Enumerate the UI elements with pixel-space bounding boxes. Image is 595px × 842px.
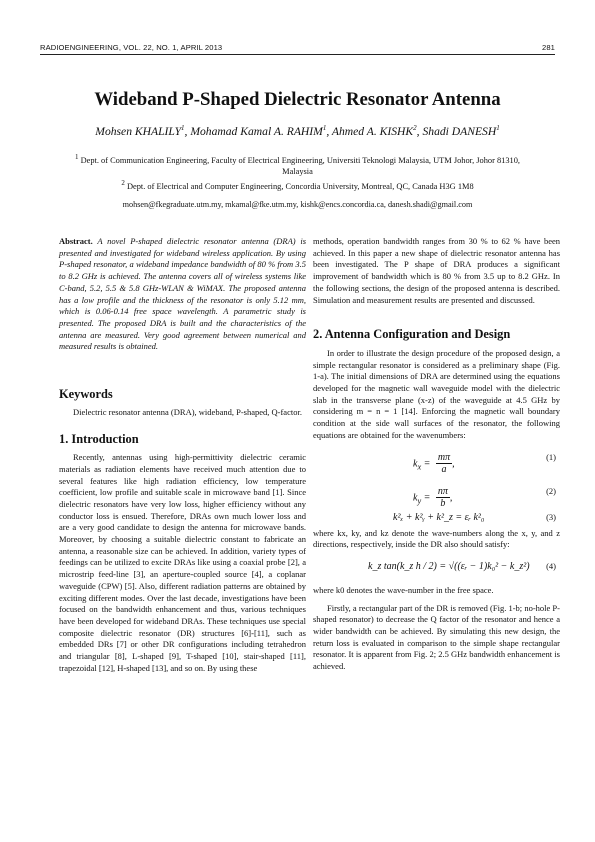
journal-name: RADIOENGINEERING, VOL. 22, NO. 1, APRIL 2013: [40, 43, 223, 52]
header-rule: [40, 54, 555, 55]
paragraph: In order to illustrate the design procedure of the proposed design, a simple rectangular resonator is considered as a preliminary shape (Fig. 1-a). The initial dimensions of DRA are determined using the equations developed for the magnetic wall waveguide model with the dielectric slab in the transverse plane (x-z) of the waveguide at 4.5 GHz by considering m = n = 1 [14]. Enforcing the magnetic wall boundary condition at the side wall surfaces of the resonator, the following equations are obtained for the wavenumbers:: [313, 347, 560, 440]
author-list: Mohsen KHALILY$^1$, Mohamad Kamal A. RAHIM$^1$, Ahmed A. KISHK$^2$, Shadi DANESH$^1$: [95, 124, 500, 138]
paragraph: where k0 denotes the wave-number in the free space.: [313, 584, 494, 595]
paragraph: Recently, antennas using high-permittivity dielectric ceramic materials as radiation elements have received much attention due to several features like high radiation efficiency, low temperature coefficient, low profile and suitable scale in microwave band [1]. Since dielectric resonators have very low loss, higher efficiency without any conductor loss is ensued. Therefore, DRAs own much lower loss and are a very good candidate to design the antenna for microwave bands. Moreover, by choosing a suitable dielectric constant to fabricate an antenna, a reasonable size can be achieved. In addition, variety types of feedings can be utilized to excite DRAs like using a coaxial probe [2], a microstrip feed-line [3], an aperture-coupled source [4], a coplanar waveguide (CPW) [5]. Also, different radiation patterns are obtained by exciting different modes. Over the last decade, investigations have been focused on the bandwidth enhancement and thus, various techniques have been developed for wideband DRAs. These techniques use special composite dielectric resonator (DR) structures [6]-[11], such as embedded DRs [7] or other DR configurations including tetrahedron and triangular [8], L-shaped [9], T-shaped [10], stair-shaped [11], trapezoidal [12], H-shaped [13], and so on. By using these: [59, 452, 306, 673]
affiliation: $^1$ Dept. of Communication Engineering, Faculty of Electrical Engineering, Universiti Teknologi Malaysia, UTM Johor, Johor 81310, Malaysia: [74, 153, 521, 177]
abstract: Abstract. A novel P-shaped dielectric resonator antenna (DRA) is presented and investigated for wideband wireless application. By using P-shaped resonator, a wideband impedance bandwidth of 80 % from 3.5 to 8.2 GHz is achieved. The antenna covers all of wireless systems like C-band, 5.2, 5.5 & 5.8 GHz-WLAN & WiMAX. The proposed antenna has a low profile and the thickness of the resonator is only 5.12 mm, which is 0.06-0.14 free space wavelength. A parametric study is presented. The proposed DRA is built and the characteristics of the antenna are measured. Very good agreement between numerical and measured results is obtained.: [59, 236, 306, 352]
left-column: [59, 236, 306, 675]
paragraph: Firstly, a rectangular part of the DR is removed (Fig. 1-b; no-hole P-shaped resonator) to decrease the Q factor of the resonator and hence a wider bandwidth can be achieved. By simulating this new design, the return loss is evaluated in comparison to the simple shape rectangular resonator. It is apparent from Fig. 2; 2.5 GHz bandwidth enhancement is achieved.: [313, 602, 560, 672]
paragraph: where kx, ky, and kz denote the wave-numbers along the x, y, and z directions, respectively, inside the DR also should satisfy:: [313, 527, 560, 550]
author: Ahmed A. KISHK: [331, 124, 414, 138]
section-heading: 2. Antenna Configuration and Design: [313, 327, 511, 342]
right-column: [313, 236, 560, 673]
affiliations: [60, 152, 535, 192]
paragraph: methods, operation bandwidth ranges from 30 % to 62 % have been achieved. In this paper a new shape of dielectric resonator antenna has been investigated. The P shape of DRA produces a significant improvement of bandwidth which is 80 % from 3.5 up to 8.2 GHz. In the following sections, the design of the proposed antenna is described. Simulation and measurement results are presented and discussed.: [313, 236, 560, 305]
page-number: 281: [542, 43, 555, 52]
paper-title: Wideband P-Shaped Dielectric Resonator Antenna: [94, 89, 501, 110]
affiliation: $^2$ Dept. of Electrical and Computer Engineering, Concordia University, Montreal, QC, Canada H3G 1M8: [121, 178, 474, 191]
keywords-text: Dielectric resonator antenna (DRA), wideband, P-shaped, Q-factor.: [73, 406, 302, 417]
section-heading: 1. Introduction: [59, 432, 139, 447]
equation-3: k²ₓ + k²ᵧ + k²_z = εᵣ k²₀ (3): [393, 511, 556, 523]
email-list: mohsen@fkegraduate.utm.my, mkamal@fke.utm.my, kishk@encs.concordia.ca, danesh.shadi@gmail.com: [122, 200, 473, 209]
author: Mohamad Kamal A. RAHIM: [190, 124, 323, 138]
author: Mohsen KHALILY: [95, 124, 182, 138]
equation-2: $k_y$ = $\frac{n\pi}{b}$ , (2): [413, 485, 556, 510]
running-header: [40, 43, 555, 52]
equation-1: $k_x$ = $\frac{m\pi}{a}$ , (1): [413, 451, 556, 476]
author: Shadi DANESH: [422, 124, 497, 138]
equation-4: k_z tan(k_z h / 2) = √((εᵣ − 1)k₀² − k_z²) (4): [368, 560, 556, 572]
keywords-heading: Keywords: [59, 387, 113, 402]
